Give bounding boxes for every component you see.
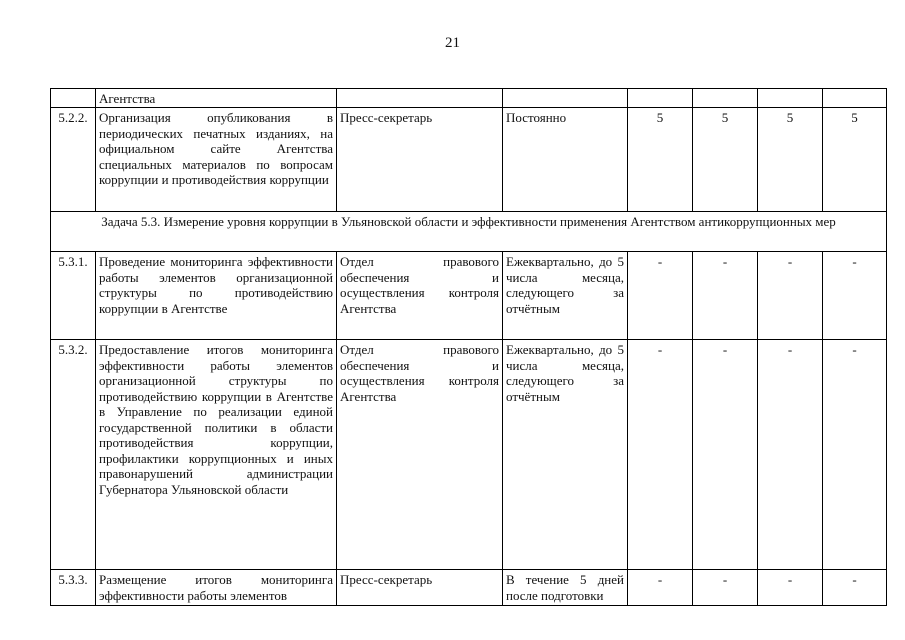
row-number [51,89,96,108]
table-row [51,252,887,340]
row-number: 5.2.2. [51,108,96,212]
value-cell: - [693,252,758,340]
term-text [503,89,628,108]
value-cell: 5 [823,108,887,212]
value-cell: - [823,252,887,340]
action-text: Предоставление итогов мониторинга эффективности работы элементов организационной структуры по противодействию коррупции в Агентстве в Управление по реализации единой государственной политики в области противодействия коррупции, профилактики коррупционных и иных правонарушений администрации Губернатора Ульяновской области [96,340,337,570]
value-cell [758,89,823,108]
row-number: 5.3.2. [51,340,96,570]
term-text: Постоянно [503,108,628,212]
action-text: Агентства [96,89,337,108]
measures-table [50,88,887,606]
term-text: В течение 5 дней после подготовки [503,570,628,606]
value-cell: - [693,570,758,606]
value-cell [628,89,693,108]
term-text: Ежеквартально, до 5 числа месяца, следующего за отчётным [503,252,628,340]
action-text: Организация опубликования в периодических печатных изданиях, на официальном сайте Агентства специальных материалов по вопросам коррупции и противодействия коррупции [96,108,337,212]
action-text: Проведение мониторинга эффективности работы элементов организационной структуры по противодействию коррупции в Агентстве [96,252,337,340]
task-heading: Задача 5.3. Измерение уровня коррупции в Ульяновской области и эффективности применения Агентством антикоррупционных мер [51,212,887,252]
value-cell: - [758,252,823,340]
row-number: 5.3.3. [51,570,96,606]
responsible-text: Пресс-секретарь [337,108,503,212]
table-row [51,108,887,212]
task-row [51,212,887,252]
value-cell: 5 [628,108,693,212]
term-text: Ежеквартально, до 5 числа месяца, следующего за отчётным [503,340,628,570]
value-cell: - [758,340,823,570]
page-number: 21 [445,35,460,51]
responsible-text: Отдел правового обеспечения и осуществления контроля Агентства [337,340,503,570]
value-cell: 5 [693,108,758,212]
responsible-text: Отдел правового обеспечения и осуществления контроля Агентства [337,252,503,340]
value-cell: - [758,570,823,606]
value-cell: 5 [758,108,823,212]
responsible-text: Пресс-секретарь [337,570,503,606]
value-cell: - [628,340,693,570]
value-cell: - [823,570,887,606]
row-number: 5.3.1. [51,252,96,340]
value-cell [823,89,887,108]
value-cell: - [693,340,758,570]
value-cell: - [628,252,693,340]
table-row [51,340,887,570]
value-cell: - [628,570,693,606]
value-cell [693,89,758,108]
responsible-text [337,89,503,108]
table-row [51,570,887,606]
value-cell: - [823,340,887,570]
action-text: Размещение итогов мониторинга эффективности работы элементов [96,570,337,606]
table-row [51,89,887,108]
